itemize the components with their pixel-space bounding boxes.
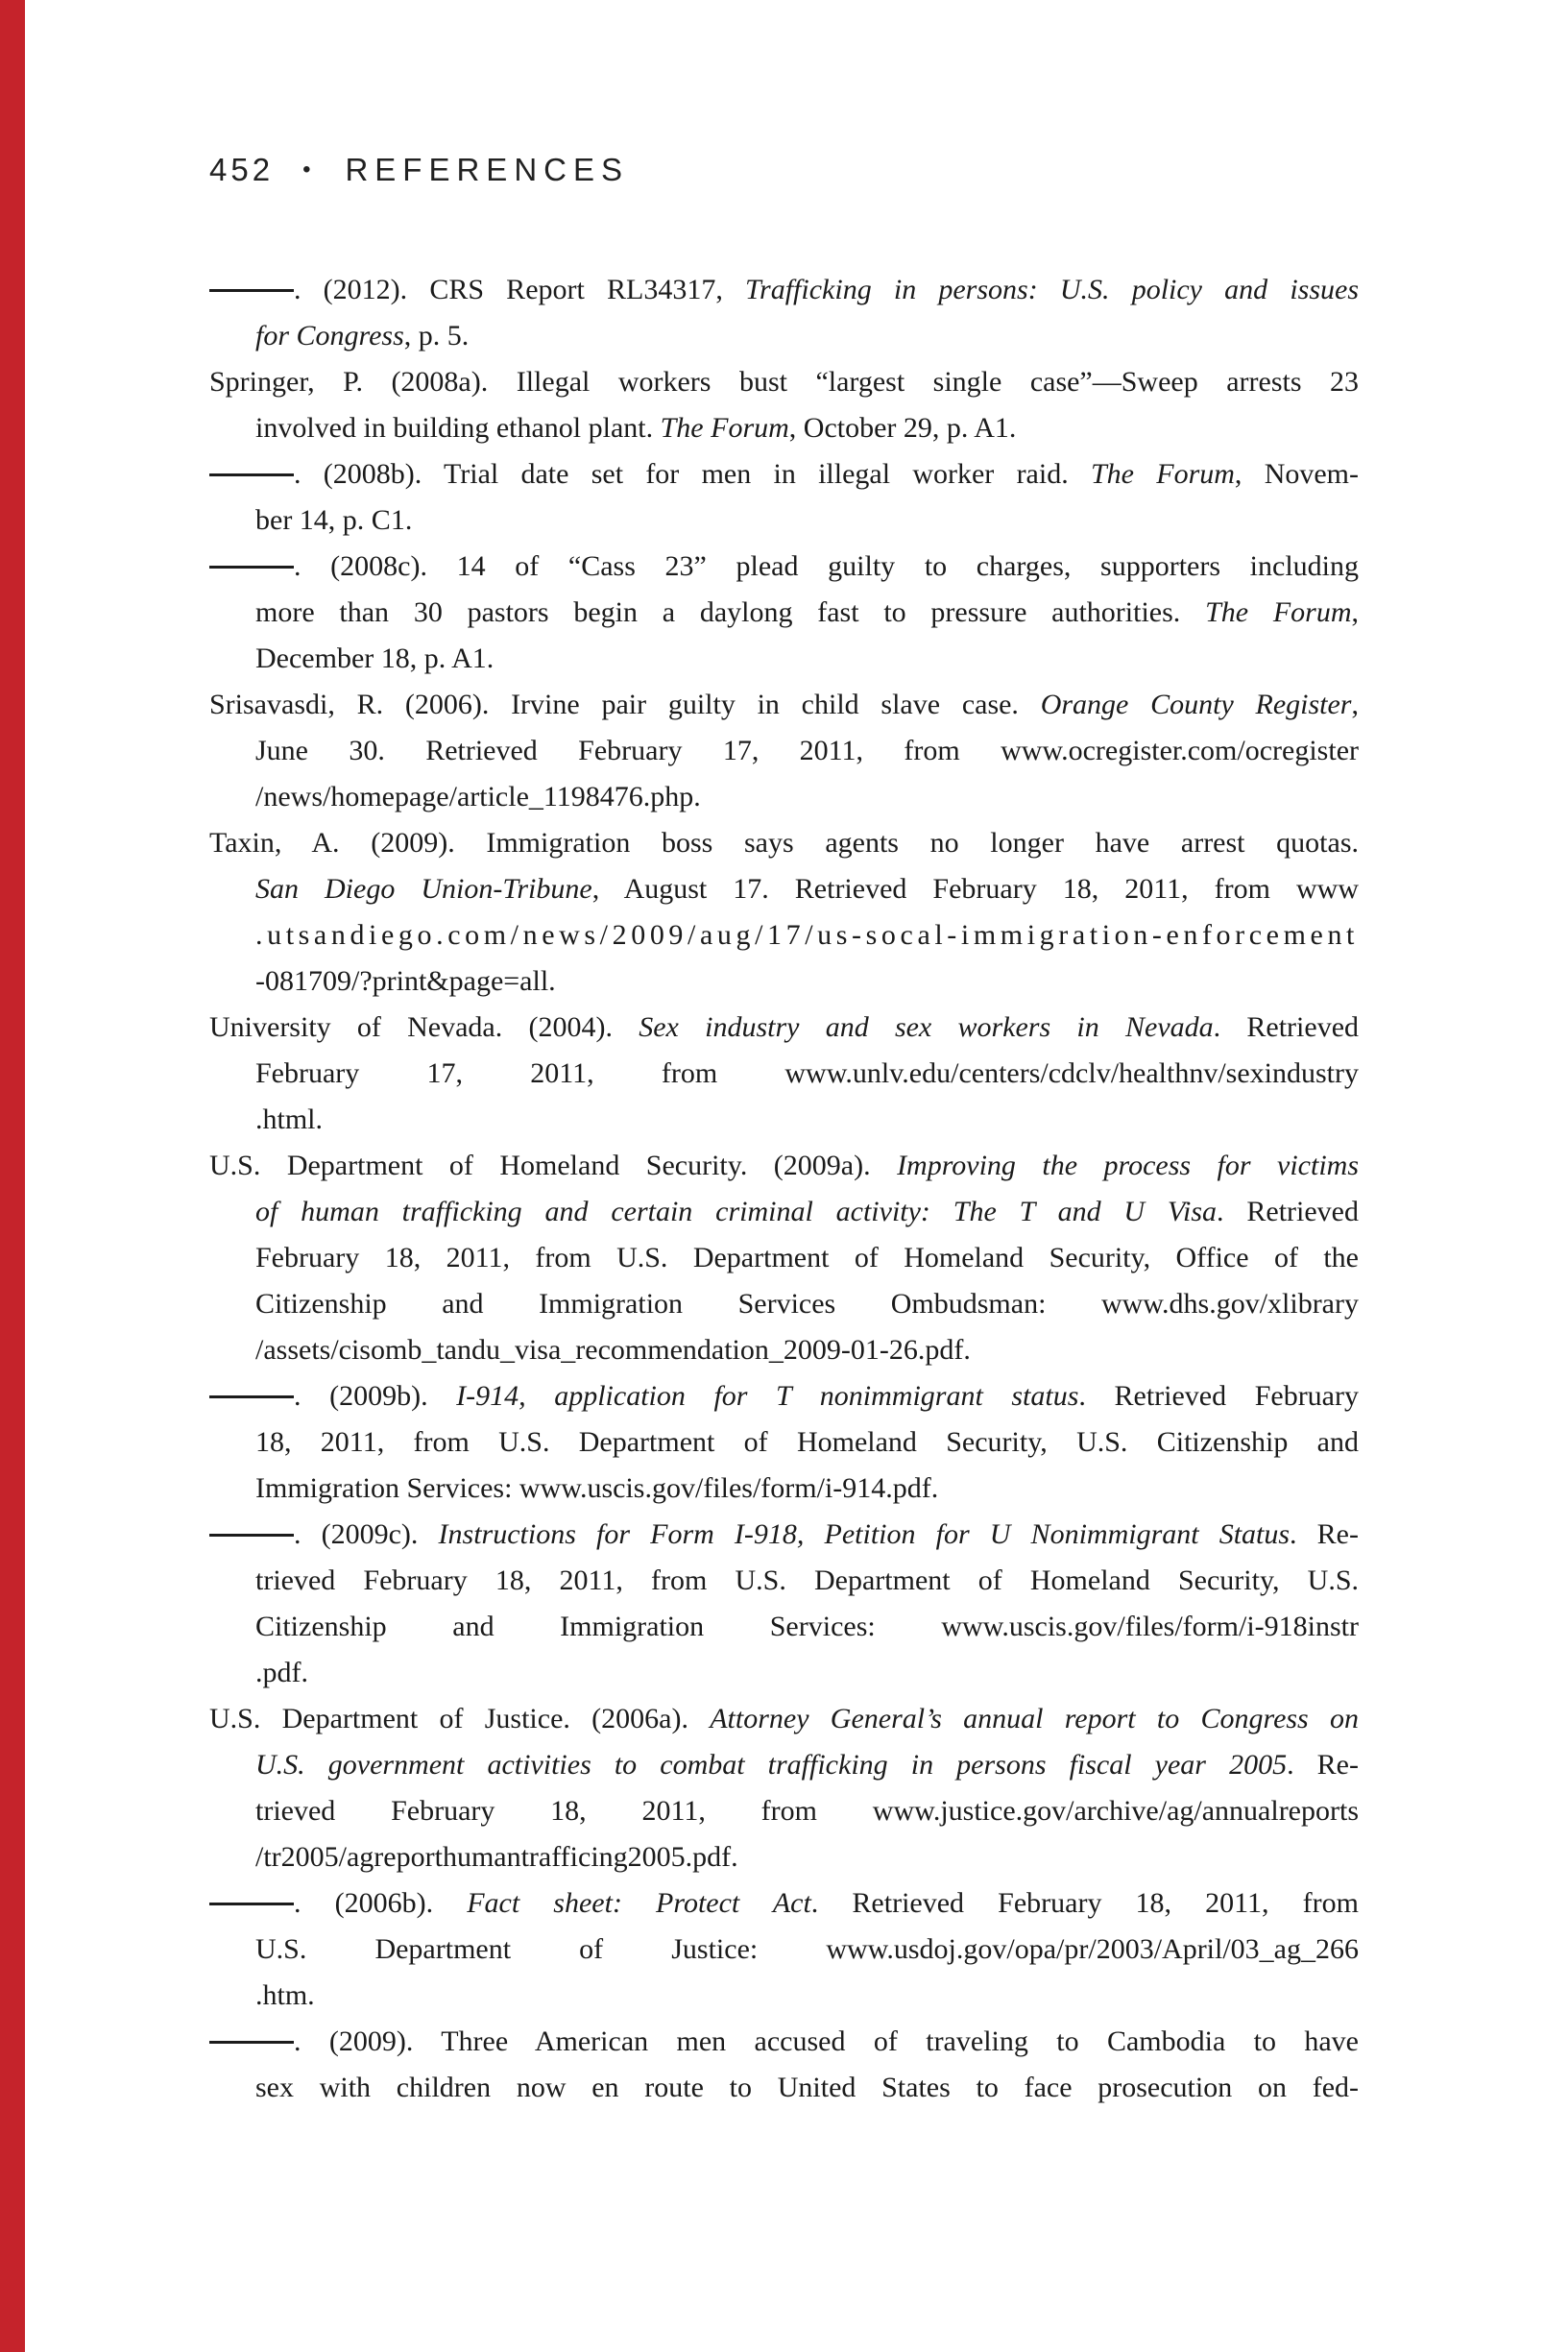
reference-line <box>209 451 1359 497</box>
reference-text: . (2009c). <box>294 1518 439 1550</box>
bullet-separator-icon: • <box>302 157 311 182</box>
reference-line <box>209 1558 1359 1604</box>
reference-text: . (2006b). <box>294 1887 468 1919</box>
reference-text: , August 17. Retrieved February 18, 2011, from www <box>591 873 1359 905</box>
reference-line <box>209 1788 1359 1834</box>
reference-title-italic: San Diego Union-Tribune <box>255 873 592 905</box>
reference-entry <box>209 1880 1359 2019</box>
same-author-dash <box>209 1903 294 1905</box>
reference-line <box>209 1696 1359 1742</box>
reference-line <box>209 1051 1359 1097</box>
reference-title-italic: of human trafficking and certain criminal activity: The T and U Visa <box>255 1196 1218 1227</box>
reference-text: .pdf. <box>255 1657 308 1688</box>
same-author-dash <box>209 473 294 476</box>
reference-text: . Re- <box>1290 1518 1359 1550</box>
reference-text: /tr2005/agreporthumantrafficing2005.pdf. <box>255 1841 738 1873</box>
running-header <box>209 152 629 188</box>
reference-text: /news/homepage/article_1198476.php. <box>255 781 701 812</box>
reference-text: . (2009b). <box>294 1380 457 1412</box>
section-title: REFERENCES <box>345 152 630 187</box>
reference-text: University of Nevada. (2004). <box>209 1011 639 1043</box>
reference-text: , October 29, p. A1. <box>788 412 1017 444</box>
reference-line <box>209 1466 1359 1512</box>
reference-text: , <box>1351 689 1359 720</box>
reference-text: . Re- <box>1287 1749 1359 1781</box>
reference-title-italic: Fact sheet: Protect Act <box>467 1887 811 1919</box>
reference-text: Taxin, A. (2009). Immigration boss says agents no longer have arrest quotas. <box>209 827 1359 859</box>
reference-text: Citizenship and Immigration Services: www.uscis.gov/files/form/i-918instr <box>255 1611 1359 1642</box>
reference-text: . (2012). CRS Report RL34317, <box>294 274 746 305</box>
reference-text: . Retrieved <box>1213 1011 1360 1043</box>
reference-line <box>209 1604 1359 1650</box>
reference-text: .htm. <box>255 1979 315 2011</box>
reference-text: , <box>1351 596 1359 628</box>
reference-line <box>209 1281 1359 1327</box>
reference-title-italic: The Forum <box>1205 596 1352 628</box>
reference-line <box>209 1189 1359 1235</box>
reference-text: June 30. Retrieved February 17, 2011, from www.ocregister.com/ocregister <box>255 735 1359 766</box>
reference-line <box>209 774 1359 820</box>
reference-text: . Retrieved <box>1217 1196 1360 1227</box>
reference-text: Srisavasdi, R. (2006). Irvine pair guilty in child slave case. <box>209 689 1041 720</box>
reference-text: . (2009). Three American men accused of traveling to Cambodia to have <box>294 2025 1359 2057</box>
reference-line <box>209 2065 1359 2111</box>
reference-text: .html. <box>255 1103 324 1135</box>
reference-line <box>209 1650 1359 1696</box>
reference-title-italic: U.S. government activities to combat trafficking in persons fiscal year 2005 <box>255 1749 1288 1781</box>
reference-text: , Novem- <box>1234 458 1359 490</box>
reference-text: more than 30 pastors begin a daylong fast to pressure authorities. <box>255 596 1206 628</box>
reference-line <box>209 636 1359 682</box>
reference-title-italic: Orange County Register <box>1040 689 1352 720</box>
reference-text: involved in building ethanol plant. <box>255 412 661 444</box>
reference-line <box>209 682 1359 728</box>
reference-text: -081709/?print&page=all. <box>255 965 556 997</box>
reference-line <box>209 866 1359 912</box>
reference-title-italic: The Forum <box>660 412 789 444</box>
reference-line <box>209 267 1359 313</box>
reference-title-italic: Improving the process for victims <box>897 1150 1359 1181</box>
reference-line <box>209 1512 1359 1558</box>
reference-text: U.S. Department of Homeland Security. (2009a). <box>209 1150 898 1181</box>
reference-text: December 18, p. A1. <box>255 643 495 674</box>
reference-title-italic: Trafficking in persons: U.S. policy and issues <box>745 274 1360 305</box>
same-author-dash <box>209 1395 294 1398</box>
reference-line <box>209 1742 1359 1788</box>
same-author-dash <box>209 566 294 569</box>
reference-entry <box>209 451 1359 544</box>
reference-entry <box>209 359 1359 451</box>
reference-text: February 17, 2011, from www.unlv.edu/centers/cdclv/healthnv/sexindustry <box>255 1057 1359 1089</box>
reference-text: , p. 5. <box>403 320 470 352</box>
reference-line <box>209 2019 1359 2065</box>
reference-text: February 18, 2011, from U.S. Department of Homeland Security, Office of the <box>255 1242 1359 1273</box>
page-number: 452 <box>209 152 275 187</box>
reference-line <box>209 1235 1359 1281</box>
reference-entry <box>209 544 1359 682</box>
reference-text: Springer, P. (2008a). Illegal workers bust “largest single case”—Sweep arrests 23 <box>209 366 1359 398</box>
reference-line <box>209 544 1359 590</box>
reference-title-italic: The Forum <box>1090 458 1235 490</box>
reference-line <box>209 1880 1359 1927</box>
reference-text: .utsandiego.com/news/2009/aug/17/us-socal-immigration-enforcement <box>255 919 1359 951</box>
reference-text: /assets/cisomb_tandu_visa_recommendation_2009-01-26.pdf. <box>255 1334 971 1366</box>
reference-line <box>209 1005 1359 1051</box>
reference-line <box>209 590 1359 636</box>
reference-text: . Retrieved February <box>1078 1380 1359 1412</box>
reference-text: . Retrieved February 18, 2011, from <box>810 1887 1359 1919</box>
reference-title-italic: Attorney General’s annual report to Congress on <box>710 1703 1359 1734</box>
reference-entry <box>209 682 1359 820</box>
reference-entry <box>209 820 1359 1005</box>
reference-title-italic: Sex industry and sex workers in Nevada <box>639 1011 1214 1043</box>
reference-line <box>209 820 1359 866</box>
reference-text: . (2008c). 14 of “Cass 23” plead guilty to charges, supporters including <box>294 550 1359 582</box>
reference-entry <box>209 1005 1359 1143</box>
reference-text: . (2008b). Trial date set for men in illegal worker raid. <box>294 458 1091 490</box>
reference-line <box>209 405 1359 451</box>
reference-text: 18, 2011, from U.S. Department of Homeland Security, U.S. Citizenship and <box>255 1426 1359 1458</box>
reference-entry <box>209 2019 1359 2111</box>
reference-text: Citizenship and Immigration Services Ombudsman: www.dhs.gov/xlibrary <box>255 1288 1359 1320</box>
reference-entry <box>209 1143 1359 1373</box>
references-list <box>209 267 1359 2111</box>
reference-line <box>209 1419 1359 1466</box>
reference-text: U.S. Department of Justice: www.usdoj.gov/opa/pr/2003/April/03_ag_266 <box>255 1933 1359 1965</box>
reference-text: trieved February 18, 2011, from www.justice.gov/archive/ag/annualreports <box>255 1795 1359 1827</box>
same-author-dash <box>209 2041 294 2044</box>
page-edge-strip <box>0 0 25 2352</box>
reference-line <box>209 912 1359 958</box>
reference-entry <box>209 1512 1359 1696</box>
reference-line <box>209 958 1359 1005</box>
same-author-dash <box>209 289 294 292</box>
reference-line <box>209 1973 1359 2019</box>
reference-line <box>209 1927 1359 1973</box>
reference-line <box>209 497 1359 544</box>
reference-text: sex with children now en route to United States to face prosecution on fed- <box>255 2072 1359 2103</box>
reference-line <box>209 728 1359 774</box>
reference-line <box>209 1097 1359 1143</box>
reference-line <box>209 359 1359 405</box>
reference-line <box>209 313 1359 359</box>
same-author-dash <box>209 1534 294 1537</box>
reference-text: trieved February 18, 2011, from U.S. Department of Homeland Security, U.S. <box>255 1564 1359 1596</box>
reference-text: U.S. Department of Justice. (2006a). <box>209 1703 711 1734</box>
reference-title-italic: Instructions for Form I-918, Petition for U Nonimmigrant Status <box>438 1518 1291 1550</box>
reference-line <box>209 1373 1359 1419</box>
reference-line <box>209 1143 1359 1189</box>
reference-title-italic: I-914, application for T nonimmigrant status <box>456 1380 1079 1412</box>
reference-entry <box>209 267 1359 359</box>
reference-entry <box>209 1373 1359 1512</box>
reference-title-italic: for Congress <box>255 320 404 352</box>
reference-entry <box>209 1696 1359 1880</box>
reference-line <box>209 1834 1359 1880</box>
reference-text: Immigration Services: www.uscis.gov/files/form/i-914.pdf. <box>255 1472 939 1504</box>
reference-text: ber 14, p. C1. <box>255 504 413 536</box>
reference-line <box>209 1327 1359 1373</box>
